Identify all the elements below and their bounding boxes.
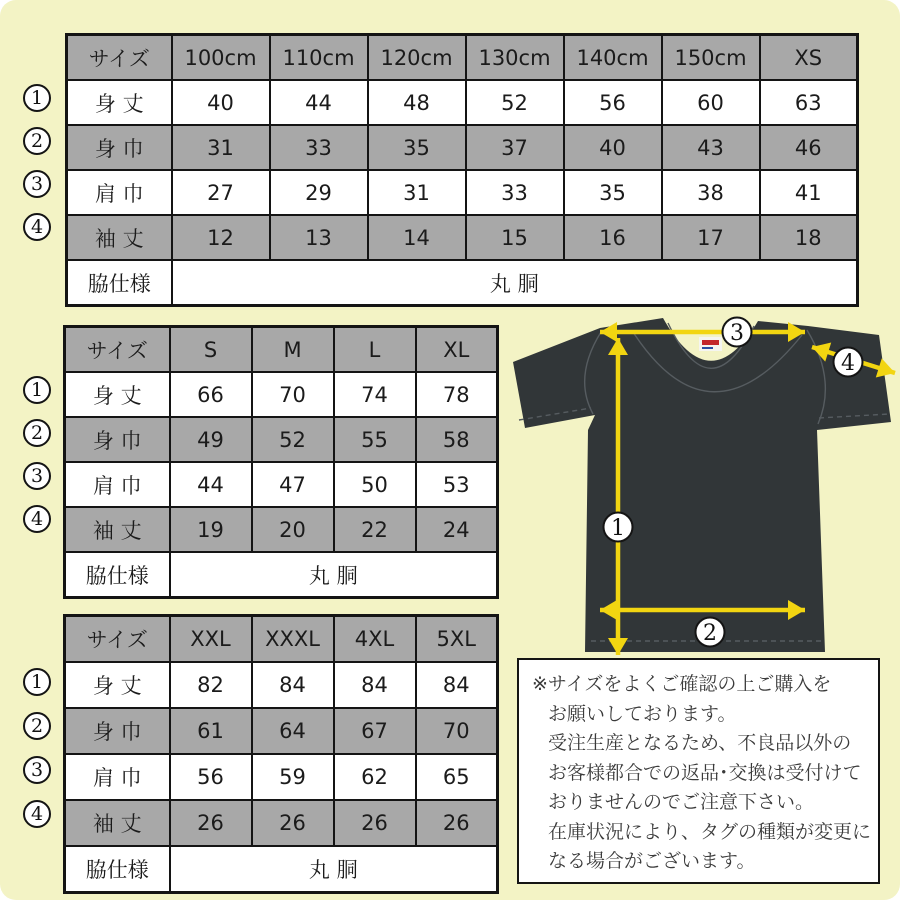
size-corner-cell: サイズ bbox=[65, 327, 170, 373]
side-spec-value-cell: 丸 胴 bbox=[172, 260, 858, 306]
value-cell: 29 bbox=[270, 170, 368, 215]
value-cell: 31 bbox=[368, 170, 466, 215]
measure-label-2-number: 2 bbox=[703, 621, 717, 646]
side-spec-row bbox=[67, 260, 858, 306]
value-cell: 26 bbox=[416, 800, 498, 846]
note-line: お客様都合での返品･交換は受付けて bbox=[548, 761, 862, 784]
row-marker-circle: 2 bbox=[23, 712, 51, 740]
side-spec-label-cell: 脇仕様 bbox=[67, 260, 172, 306]
table-header-row bbox=[67, 35, 858, 81]
size-header-cell: 110cm bbox=[270, 35, 368, 81]
size-header-cell: XL bbox=[416, 327, 498, 373]
table-row bbox=[67, 125, 858, 170]
value-cell: 62 bbox=[334, 754, 416, 800]
value-cell: 31 bbox=[172, 125, 270, 170]
value-cell: 84 bbox=[334, 662, 416, 708]
brand-tag-icon bbox=[699, 337, 722, 351]
table-row bbox=[65, 754, 498, 800]
size-corner-cell: サイズ bbox=[65, 616, 170, 663]
value-cell: 70 bbox=[416, 708, 498, 754]
table-header-row bbox=[65, 327, 498, 373]
value-cell: 41 bbox=[760, 170, 858, 215]
row-label-cell: 袖 丈 bbox=[65, 800, 170, 846]
row-marker-circle: 2 bbox=[23, 127, 51, 155]
row-marker-circle: 4 bbox=[23, 505, 51, 533]
table-row bbox=[65, 462, 498, 507]
value-cell: 55 bbox=[334, 417, 416, 462]
row-marker-circle: 4 bbox=[23, 213, 51, 241]
value-cell: 19 bbox=[170, 507, 252, 552]
row-label-cell: 袖 丈 bbox=[65, 507, 170, 552]
size-header-cell: 4XL bbox=[334, 616, 416, 663]
row-marker-circle: 3 bbox=[23, 170, 51, 198]
size-header-cell: 100cm bbox=[172, 35, 270, 81]
value-cell: 59 bbox=[252, 754, 334, 800]
row-label-cell: 肩 巾 bbox=[65, 754, 170, 800]
value-cell: 44 bbox=[270, 80, 368, 125]
table-row bbox=[65, 662, 498, 708]
row-label-cell: 身 巾 bbox=[65, 417, 170, 462]
value-cell: 17 bbox=[662, 215, 760, 260]
big-size-table bbox=[63, 614, 499, 894]
size-header-cell: XXXL bbox=[252, 616, 334, 663]
row-label-cell: 身 丈 bbox=[65, 662, 170, 708]
side-spec-row bbox=[65, 846, 498, 893]
value-cell: 43 bbox=[662, 125, 760, 170]
value-cell: 12 bbox=[172, 215, 270, 260]
value-cell: 26 bbox=[170, 800, 252, 846]
table-row bbox=[65, 507, 498, 552]
value-cell: 78 bbox=[416, 372, 498, 417]
value-cell: 56 bbox=[170, 754, 252, 800]
value-cell: 60 bbox=[662, 80, 760, 125]
value-cell: 48 bbox=[368, 80, 466, 125]
size-header-cell: S bbox=[170, 327, 252, 373]
row-label-cell: 身 巾 bbox=[67, 125, 172, 170]
value-cell: 35 bbox=[368, 125, 466, 170]
table-row bbox=[65, 800, 498, 846]
purchase-note bbox=[517, 658, 880, 884]
note-line: お願いしております。 bbox=[548, 702, 737, 725]
value-cell: 70 bbox=[252, 372, 334, 417]
value-cell: 14 bbox=[368, 215, 466, 260]
kids-size-table bbox=[65, 33, 859, 307]
value-cell: 24 bbox=[416, 507, 498, 552]
value-cell: 52 bbox=[252, 417, 334, 462]
value-cell: 84 bbox=[416, 662, 498, 708]
row-marker-circle: 1 bbox=[23, 668, 51, 696]
value-cell: 13 bbox=[270, 215, 368, 260]
side-spec-label-cell: 脇仕様 bbox=[65, 552, 170, 598]
value-cell: 22 bbox=[334, 507, 416, 552]
table-row bbox=[67, 80, 858, 125]
value-cell: 63 bbox=[760, 80, 858, 125]
row-marker-circle: 4 bbox=[23, 800, 51, 828]
value-cell: 27 bbox=[172, 170, 270, 215]
value-cell: 37 bbox=[466, 125, 564, 170]
value-cell: 74 bbox=[334, 372, 416, 417]
size-header-cell: 130cm bbox=[466, 35, 564, 81]
value-cell: 64 bbox=[252, 708, 334, 754]
note-line: ※サイズをよくご確認の上ご購入を bbox=[532, 673, 832, 695]
value-cell: 58 bbox=[416, 417, 498, 462]
row-label-cell: 肩 巾 bbox=[67, 170, 172, 215]
note-line: 在庫状況により、タグの種類が変更に bbox=[548, 820, 872, 843]
row-label-cell: 身 丈 bbox=[65, 372, 170, 417]
size-header-cell: XXL bbox=[170, 616, 252, 663]
row-marker-circle: 2 bbox=[23, 419, 51, 447]
value-cell: 56 bbox=[564, 80, 662, 125]
table-row bbox=[65, 417, 498, 462]
row-label-cell: 肩 巾 bbox=[65, 462, 170, 507]
value-cell: 26 bbox=[334, 800, 416, 846]
table-row bbox=[65, 372, 498, 417]
value-cell: 65 bbox=[416, 754, 498, 800]
value-cell: 20 bbox=[252, 507, 334, 552]
value-cell: 33 bbox=[270, 125, 368, 170]
row-label-cell: 袖 丈 bbox=[67, 215, 172, 260]
value-cell: 16 bbox=[564, 215, 662, 260]
side-spec-label-cell: 脇仕様 bbox=[65, 846, 170, 893]
row-marker-circle: 1 bbox=[23, 84, 51, 112]
value-cell: 82 bbox=[170, 662, 252, 708]
tshirt-measure-diagram bbox=[505, 302, 900, 664]
size-header-cell: 120cm bbox=[368, 35, 466, 81]
side-spec-row bbox=[65, 552, 498, 598]
measure-label-1-number: 1 bbox=[611, 516, 625, 541]
table-header-row bbox=[65, 616, 498, 663]
value-cell: 15 bbox=[466, 215, 564, 260]
side-spec-value-cell: 丸 胴 bbox=[170, 552, 498, 598]
value-cell: 49 bbox=[170, 417, 252, 462]
table-row bbox=[65, 708, 498, 754]
row-label-cell: 身 巾 bbox=[65, 708, 170, 754]
size-header-cell: 150cm bbox=[662, 35, 760, 81]
measure-label-4-number: 4 bbox=[841, 351, 855, 376]
size-header-cell: XS bbox=[760, 35, 858, 81]
value-cell: 40 bbox=[172, 80, 270, 125]
table-row bbox=[67, 170, 858, 215]
value-cell: 84 bbox=[252, 662, 334, 708]
value-cell: 18 bbox=[760, 215, 858, 260]
size-header-cell: L bbox=[334, 327, 416, 373]
value-cell: 38 bbox=[662, 170, 760, 215]
value-cell: 40 bbox=[564, 125, 662, 170]
value-cell: 53 bbox=[416, 462, 498, 507]
row-marker-circle: 3 bbox=[23, 462, 51, 490]
value-cell: 26 bbox=[252, 800, 334, 846]
value-cell: 44 bbox=[170, 462, 252, 507]
value-cell: 46 bbox=[760, 125, 858, 170]
value-cell: 50 bbox=[334, 462, 416, 507]
value-cell: 61 bbox=[170, 708, 252, 754]
row-marker-circle: 3 bbox=[23, 756, 51, 784]
size-corner-cell: サイズ bbox=[67, 35, 172, 81]
value-cell: 67 bbox=[334, 708, 416, 754]
value-cell: 52 bbox=[466, 80, 564, 125]
size-header-cell: M bbox=[252, 327, 334, 373]
value-cell: 33 bbox=[466, 170, 564, 215]
adult-size-table bbox=[63, 325, 499, 599]
row-label-cell: 身 丈 bbox=[67, 80, 172, 125]
value-cell: 47 bbox=[252, 462, 334, 507]
value-cell: 66 bbox=[170, 372, 252, 417]
size-header-cell: 5XL bbox=[416, 616, 498, 663]
size-header-cell: 140cm bbox=[564, 35, 662, 81]
table-row bbox=[67, 215, 858, 260]
note-line: なる場合がございます。 bbox=[548, 850, 756, 872]
row-marker-circle: 1 bbox=[23, 376, 51, 404]
side-spec-value-cell: 丸 胴 bbox=[170, 846, 498, 893]
note-line: おりませんのでご注意下さい。 bbox=[548, 791, 815, 813]
value-cell: 35 bbox=[564, 170, 662, 215]
measure-label-3-number: 3 bbox=[730, 321, 744, 346]
note-line: 受注生産となるため、不良品以外の bbox=[548, 732, 852, 754]
